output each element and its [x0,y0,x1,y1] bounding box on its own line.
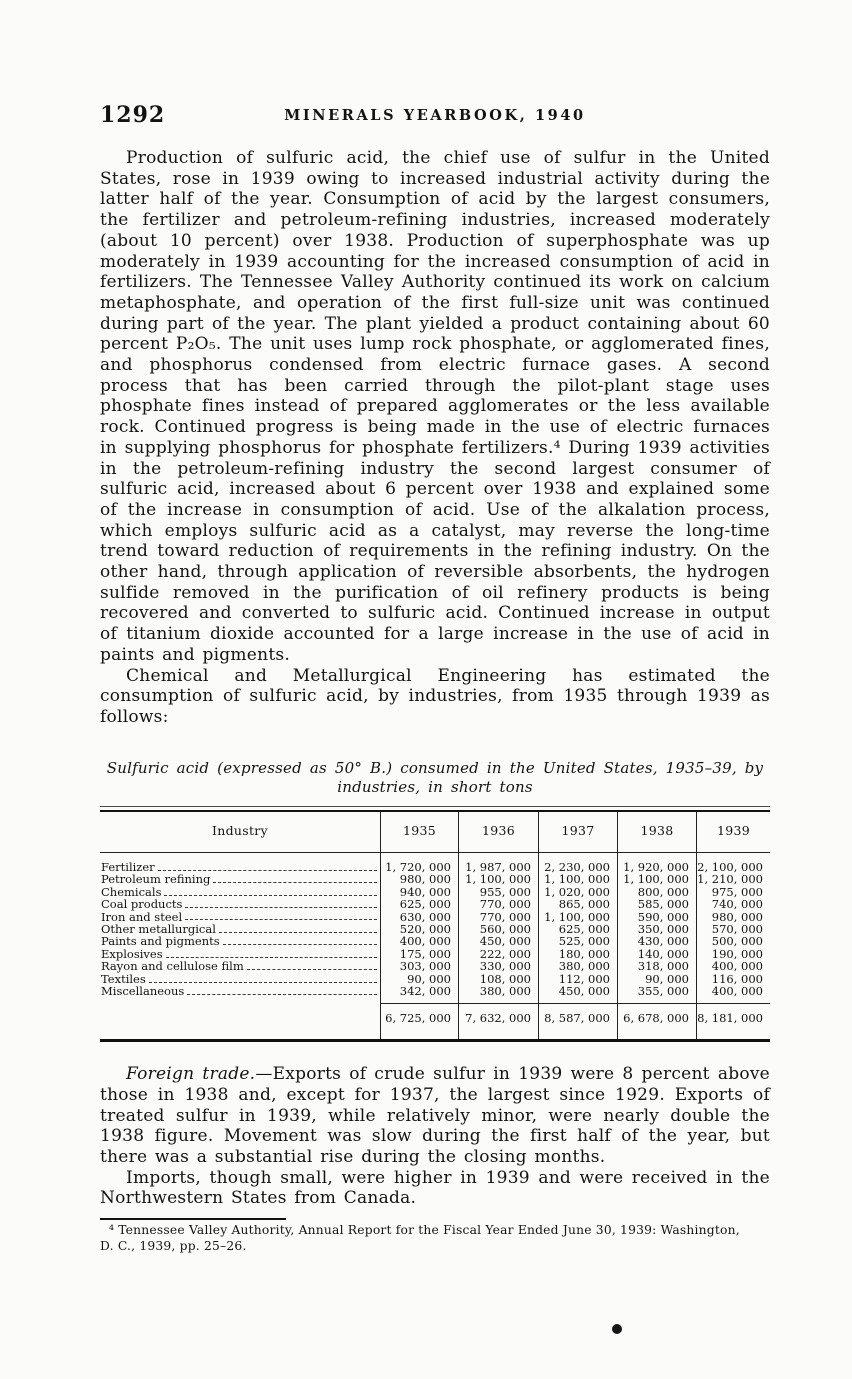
table-cell: 303, 000 [380,960,458,972]
table-cell: 560, 000 [458,923,538,935]
table-cell: 975, 000 [696,886,770,898]
leader-dashes [158,870,377,871]
table-cell: 570, 000 [696,923,770,935]
footnote [100,1223,770,1254]
table-cell: 740, 000 [696,898,770,910]
table-row-label: Coal products [100,898,380,910]
table-cell: 1, 100, 000 [538,873,617,885]
table-cell: 630, 000 [380,911,458,923]
table-cell: 380, 000 [538,960,617,972]
table-cell: 112, 000 [538,973,617,985]
table-cell: 520, 000 [380,923,458,935]
running-title: MINERALS YEARBOOK, 1940 [284,107,586,124]
total-cell-1937: 8, 587, 000 [538,1003,617,1039]
table-cell: 980, 000 [380,873,458,885]
footnote-rule [100,1218,286,1220]
total-row-spacer [100,1003,380,1039]
table-cell: 800, 000 [617,886,696,898]
column-header-1939: 1939 [696,812,770,853]
table-cell: 500, 000 [696,935,770,947]
table-caption-line1: Sulfuric acid (expressed as 50° B.) consumed in the United States, 1935–39, by [106,758,764,777]
table-cell: 330, 000 [458,960,538,972]
table-row-label: Iron and steel [100,911,380,923]
table-cell: 1, 210, 000 [696,873,770,885]
table-row-label: Fertilizer [100,853,380,873]
footnote-line2: D. C., 1939, pp. 25–26. [100,1238,247,1253]
column-header-1935: 1935 [380,812,458,853]
table-cell: 90, 000 [617,973,696,985]
column-header-1937: 1937 [538,812,617,853]
foreign-trade-text: —Exports of crude sulfur in 1939 were 8 percent above those in 1938 and, except for 1937, the largest since 1929. Exports of treated sulfur in 1939, while relatively minor, were nearly double the 1938 figure. Movement was slow during the first half of the year, but there was a substantial rise during the closing months. [100,1064,770,1167]
ink-dot [612,1324,622,1334]
table-cell: 222, 000 [458,948,538,960]
total-cell-1939: 8, 181, 000 [696,1003,770,1039]
table-cell: 865, 000 [538,898,617,910]
table-cell: 116, 000 [696,973,770,985]
paragraph-foreign-trade [100,1064,770,1168]
table-cell: 355, 000 [617,985,696,1002]
table-cell: 400, 000 [380,935,458,947]
paragraph-estimate: Chemical and Metallurgical Engineering has estimated the consumption of sulfuric acid, by industries, from 1935 through 1939 as follows: [100,665,770,727]
footnote-line1: ⁴ Tennessee Valley Authority, Annual Report for the Fiscal Year Ended June 30, 1939: Washington, [109,1223,740,1238]
table-cell: 180, 000 [538,948,617,960]
paragraph-imports: Imports, though small, were higher in 1939 and were received in the Northwestern States from Canada. [100,1167,770,1209]
book-page [100,0,770,1254]
page-number: 1292 [100,102,166,128]
table-cell: 980, 000 [696,911,770,923]
leader-dashes [213,882,377,883]
total-cell-1935: 6, 725, 000 [380,1003,458,1039]
table-grid [100,812,770,1042]
table-cell: 770, 000 [458,898,538,910]
leader-dashes [247,969,377,970]
table-row-label: Explosives [100,948,380,960]
table-cell: 190, 000 [696,948,770,960]
table-cell: 955, 000 [458,886,538,898]
column-header-1938: 1938 [617,812,696,853]
leader-dashes [185,907,377,908]
table-cell: 585, 000 [617,898,696,910]
table-cell: 400, 000 [696,985,770,1002]
paragraph-production: Production of sulfuric acid, the chief use of sulfur in the United States, rose in 1939 owing to increased industrial activity during the latter half of the year. Consumption of acid by the largest consumers, the fertilizer and petroleum-refining industries, increased moderately (about 10 percent) over 1938. Production of superphosphate was up moderately in 1939 accounting for the increased consumption of acid in fertilizers. The Tennessee Valley Authority continued its work on calcium metaphosphate, and operation of the first full-size unit was continued during part of the year. The plant yielded a product containing about 60 percent P₂O₅. The unit uses lump rock phosphate, or agglomerated fines, and phosphorus condensed from electric furnace gases. A second process that has been carried through the pilot-plant stage uses phosphate fines instead of prepared agglomerates or the less available rock. Continued progress is being made in the use of electric furnaces in supplying phosphorus for phosphate fertilizers.⁴ During 1939 activities in the petroleum-refining industry the second largest consumer of sulfuric acid, increased about 6 percent over 1938 and explained some of the increase in consumption of acid. Use of the alkalation process, which employs sulfuric acid as a catalyst, may reverse the long-time trend toward reduction of requirements in the refining industry. On the other hand, through application of reversible absorbents, the hydrogen sulfide removed in the purification of oil refinery products is being recovered and converted to sulfuric acid. Continued increase in output of titanium dioxide accounted for a large increase in the use of acid in paints and pigments. [100,148,770,665]
table-cell: 450, 000 [538,985,617,1002]
total-cell-1936: 7, 632, 000 [458,1003,538,1039]
table-cell: 625, 000 [538,923,617,935]
table-cell: 525, 000 [538,935,617,947]
table-cell: 318, 000 [617,960,696,972]
total-cell-1938: 6, 678, 000 [617,1003,696,1039]
table-cell: 400, 000 [696,960,770,972]
table-row-label: Chemicals [100,886,380,898]
table-cell: 430, 000 [617,935,696,947]
table-cell: 90, 000 [380,973,458,985]
table-cell: 140, 000 [617,948,696,960]
leader-dashes [164,895,377,896]
table-cell: 590, 000 [617,911,696,923]
table-row-label: Paints and pigments [100,935,380,947]
table-row-label: Other metallurgical [100,923,380,935]
table-cell: 350, 000 [617,923,696,935]
leader-dashes [166,957,377,958]
table-cell: 940, 000 [380,886,458,898]
table-cell: 175, 000 [380,948,458,960]
table-cell: 450, 000 [458,935,538,947]
sulfuric-acid-table [100,806,770,1042]
running-head [100,102,770,134]
table-cell: 108, 000 [458,973,538,985]
table-caption [100,759,770,797]
table-cell: 342, 000 [380,985,458,1002]
table-cell: 1, 920, 000 [617,853,696,873]
column-header-1936: 1936 [458,812,538,853]
table-cell: 2, 230, 000 [538,853,617,873]
table-cell: 770, 000 [458,911,538,923]
table-row-label: Petroleum refining [100,873,380,885]
table-caption-line2: industries, in short tons [337,777,533,796]
table-row-label: Miscellaneous [100,985,380,1002]
leader-dashes [185,919,377,920]
leader-dashes [187,994,377,995]
table-row-label: Rayon and cellulose film [100,960,380,972]
column-header-industry: Industry [100,812,380,853]
table-cell: 1, 020, 000 [538,886,617,898]
table-cell: 2, 100, 000 [696,853,770,873]
leader-dashes [219,932,377,933]
leader-dashes [223,944,377,945]
table-row-label: Textiles [100,973,380,985]
table-cell: 625, 000 [380,898,458,910]
foreign-trade-lead-in: Foreign trade. [126,1064,256,1085]
table-cell: 1, 100, 000 [458,873,538,885]
table-cell: 1, 987, 000 [458,853,538,873]
table-cell: 1, 100, 000 [617,873,696,885]
leader-dashes [149,982,377,983]
table-cell: 380, 000 [458,985,538,1002]
table-cell: 1, 100, 000 [538,911,617,923]
table-cell: 1, 720, 000 [380,853,458,873]
